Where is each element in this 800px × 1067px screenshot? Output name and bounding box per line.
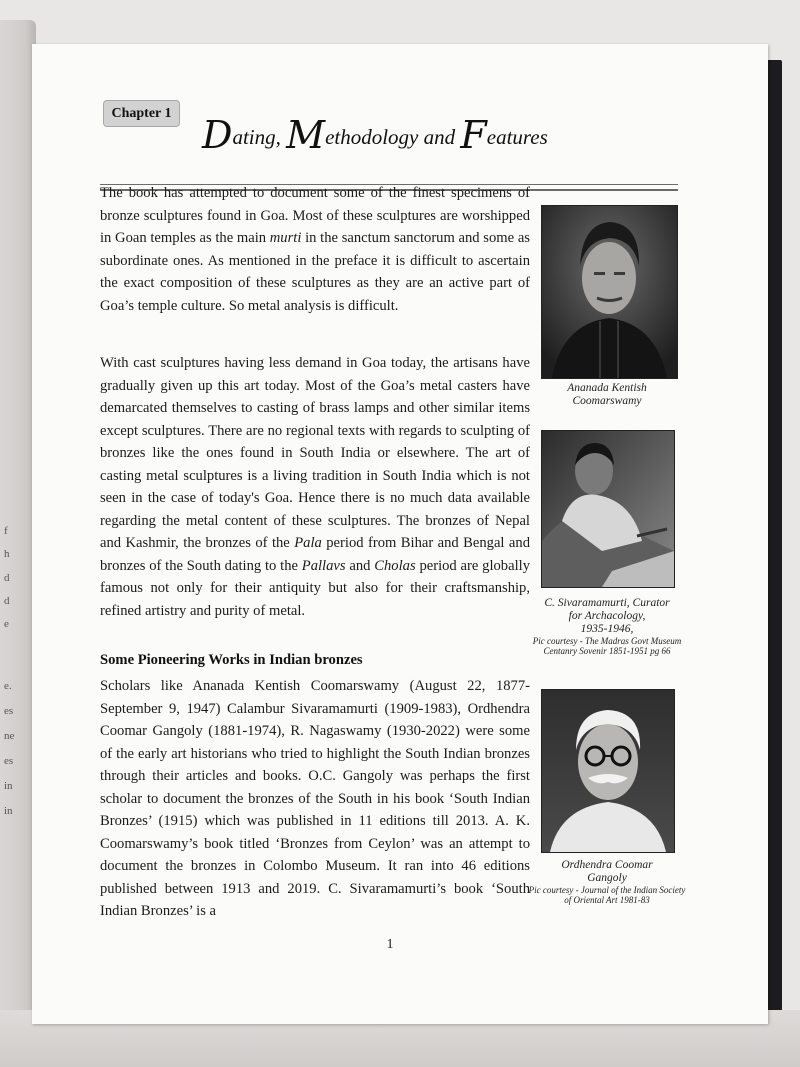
photo-sivaramamurti bbox=[541, 430, 675, 588]
page-number: 1 bbox=[386, 937, 394, 952]
facing-page-fragment: h bbox=[4, 548, 10, 560]
title-initial: F bbox=[460, 113, 487, 157]
paragraph-pioneers: Scholars like Ananada Kentish Coomarswamy (August 22, 1877-September 9, 1947) Calambur Sivaramamurti (1909-1983), Ordhendra Coomar Gangoly (1881-1974), R. Nagaswamy (1930-2022) were some of the early art historians who tried to highlight the South Indian bronzes through their articles and books. O.C. Gangoly was perhaps the first scholar to document the bronzes of the South in his book ‘South Indian Bronzes’ (1915) which was published in 11 editions till 2013. A. K. Coomarswamy’s book titled ‘Bronzes from Ceylon’ was an attempt to document the bronzes in Colombo Museum. It ran into 46 editions published between 1913 and 2019. C. Sivaramamurti’s book ‘South Indian Bronzes’ is a bbox=[100, 678, 530, 919]
title-initial: D bbox=[202, 113, 233, 157]
paragraph-casting: With cast sculptures having less demand in Goa today, the artisans have gradually given up this art today. Most of the Goa’s metal casters have demarcated themselves to casting of brass lamps and other similar items except sculptures. There are no regional texts with regards to sculpting of bronzes like the ones found in South India or elsewhere. The art of casting metal sculptures is a living tradition in South India which is not seen in the case of today's Goa. Hence there is no much data available regarding the metal content of these sculptures. The bronzes of Nepal and Kashmir, the bronzes of the Pala period from Bihar and Bengal and bronzes of the South dating to the Pallavs and Cholas period are globally famous not only for their antiquity but also for their craftsmanship, refined artistry and purity of metal. bbox=[100, 355, 530, 619]
caption-coomarswamy: Ananada Kentish Coomarswamy bbox=[567, 382, 647, 407]
book-page bbox=[32, 44, 768, 1024]
title-word: eatures bbox=[486, 125, 548, 149]
facing-page-fragment: d bbox=[4, 572, 10, 584]
caption-gangoly: Ordhendra Coomar Gangoly Pic courtesy - Journal of the Indian Society of Oriental Art 1981-83 bbox=[528, 859, 686, 905]
paragraph-intro: The book has attempted to document some of the finest specimens of bronze sculptures found in Goa. Most of these sculptures are worshipped in Goan temples as the main murti in the sanctum sanctorum and some as subordinate ones. As mentioned in the preface it is difficult to ascertain the exact composition of these sculptures as they are an active part of Goa’s temple culture. So metal analysis is difficult. bbox=[100, 185, 530, 314]
title-word: ethodology and bbox=[325, 125, 456, 149]
facing-page-fragment: in bbox=[4, 805, 13, 817]
title-word: ating, bbox=[232, 125, 281, 149]
facing-page-fragment: ne bbox=[4, 730, 15, 742]
facing-page-fragment: e bbox=[4, 618, 9, 630]
facing-page-fragment: es bbox=[4, 705, 14, 717]
title-initial: M bbox=[286, 113, 326, 157]
facing-page-fragment: in bbox=[4, 780, 13, 792]
photo-credit: Pic courtesy - The Madras Govt Museum Centanry Sovenir 1851-1951 pg 66 bbox=[532, 636, 682, 656]
chapter-tag: Chapter 1 bbox=[103, 100, 180, 127]
photo-credit: Pic courtesy - Journal of the Indian Society of Oriental Art 1981-83 bbox=[528, 885, 686, 905]
portrait-gangoly bbox=[541, 689, 675, 853]
facing-page-fragment: e. bbox=[4, 680, 12, 692]
caption-sivaramamurti: C. Sivaramamurti, Curator for Archacology, 1935-1946, Pic courtesy - The Madras Govt Museum Centanry Sovenir 1851-1951 pg 66 bbox=[527, 597, 687, 656]
facing-page-edge bbox=[0, 20, 36, 1030]
portrait-coomarswamy bbox=[541, 205, 678, 379]
facing-page-fragment: es bbox=[4, 755, 14, 767]
facing-page-fragment: f bbox=[4, 525, 8, 537]
facing-page-fragment: d bbox=[4, 595, 10, 607]
chapter-title bbox=[202, 113, 622, 157]
section-heading: Some Pioneering Works in Indian bronzes bbox=[100, 652, 363, 668]
